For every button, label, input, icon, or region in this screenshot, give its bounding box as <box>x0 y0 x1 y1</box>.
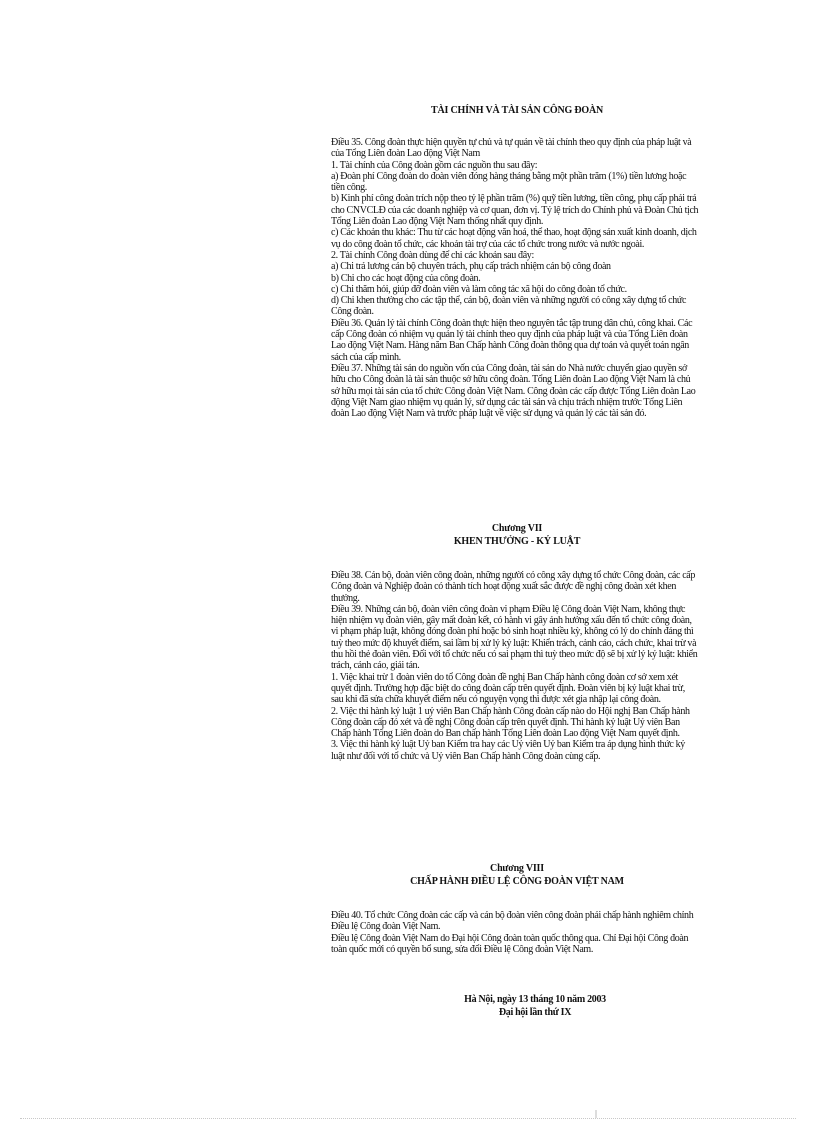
chapter-8-number: Chương VIII <box>490 863 544 874</box>
charter-amendment-note: Điều lệ Công đoàn Việt Nam do Đại hội Công đoàn toàn quốc thông qua. Chỉ Đại hội Công đoàn toàn quốc mới có quyền bổ sung, sửa đổi Điều lệ Công đoàn Việt Nam. <box>331 932 689 955</box>
section-title: TÀI CHÍNH VÀ TÀI SẢN CÔNG ĐOÀN <box>431 105 603 116</box>
article-37: Điều 37. Những tài sản do nguồn vốn của Công đoàn, tài sản do Nhà nước chuyển giao quyền sở hữu cho Công đoàn là tài sản thuộc sở hữu công đoàn. Tổng Liên đoàn Lao động Việt Nam là chủ sở hữu mọi tài sản của tổ chức Công đoàn Việt Nam. Công đoàn các cấp được Tổng Liên đoàn Lao động Việt Nam giao nhiệm vụ quản lý, sử dụng các tài sản và chịu trách nhiệm trước Tổng Liên đoàn Lao động Việt Nam và trước pháp luật về việc sử dụng và quản lý các tài sản đó. <box>331 362 696 420</box>
article-35-item-2b: b) Chi cho các hoạt động của công đoàn. <box>331 272 481 284</box>
article-35-clause-2: 2. Tài chính Công đoàn dùng để chi các khoản sau đây: <box>331 249 534 261</box>
article-39-clause-3: 3. Việc thi hành kỷ luật Uỷ ban Kiểm tra hay các Uỷ viên Uỷ ban Kiểm tra áp dụng hình thức kỷ luật như đối với tổ chức và Uỷ viên Ban Chấp hành Công đoàn cùng cấp. <box>331 739 685 762</box>
chapter-7-title: KHEN THƯỞNG - KỶ LUẬT <box>453 536 581 547</box>
article-35-item-2c: c) Chi thăm hỏi, giúp đỡ đoàn viên và làm công tác xã hội do công đoàn tổ chức. <box>331 283 627 295</box>
article-35-item-1c: c) Các khoản thu khác: Thu từ các hoạt động văn hoá, thể thao, hoạt động sản xuất kinh doanh, dịch vụ do công đoàn tổ chức, các khoản tài trợ của các tổ chức trong nước và nước ngoài. <box>331 227 697 250</box>
discipline-articles <box>331 570 699 762</box>
compliance-articles <box>331 910 699 955</box>
article-40: Điều 40. Tổ chức Công đoàn các cấp và cán bộ đoàn viên công đoàn phải chấp hành nghiêm chỉnh Điều lệ Công đoàn Việt Nam. <box>331 910 694 933</box>
article-35-item-1b: b) Kinh phí công đoàn trích nộp theo tỷ lệ phần trăm (%) quỹ tiền lương, tiền công, phụ cấp phải trả cho CNVCLĐ của các doanh nghiệp và cơ quan, đơn vị. Tỷ lệ trích do Chính phủ và Đoàn Chủ tịch Tổng Liên đoàn Lao động Việt Nam thống nhất quy định. <box>331 193 699 228</box>
chapter-7-number: Chương VII <box>491 523 543 534</box>
signature-place-date: Hà Nội, ngày 13 tháng 10 năm 2003 <box>464 994 606 1005</box>
article-35-item-2d: d) Chi khen thưởng cho các tập thể, cán bộ, đoàn viên và những người có công xây dựng tổ chức Công đoàn. <box>331 295 687 318</box>
article-39-clause-2: 2. Việc thi hành kỷ luật 1 uỷ viên Ban Chấp hành Công đoàn cấp nào do Hội nghị Ban Chấp hành Công đoàn cấp đó xét và đề nghị Công đoàn cấp trên quyết định. Thi hành kỷ luật Uỷ viên Ban Chấp hành Tổng Liên đoàn do Ban chấp hành Tổng Liên đoàn Lao động Việt Nam quyết định. <box>331 705 690 740</box>
chapter-8-heading <box>331 862 703 888</box>
article-35: Điều 35. Công đoàn thực hiện quyền tự chủ và tự quản về tài chính theo quy định của pháp luật và của Tổng Liên đoàn Lao động Việt Nam <box>331 137 692 160</box>
article-35-item-2a: a) Chi trả lương cán bộ chuyên trách, phụ cấp trách nhiệm cán bộ công đoàn <box>331 261 611 273</box>
page-marker-icon <box>592 1110 600 1118</box>
article-39-clause-1: 1. Việc khai trừ 1 đoàn viên do tổ Công đoàn đề nghị Ban Chấp hành công đoàn cơ sở xem xét quyết định. Trường hợp đặc biệt do công đoàn cấp trên quyết định. Đoàn viên bị kỷ luật khai trừ, sau khi đã sửa chữa khuyết điểm nếu có nguyện vọng thì được xét gia nhập lại công đoàn. <box>331 671 685 706</box>
article-35-item-1a: a) Đoàn phí Công đoàn do đoàn viên đóng hàng tháng bằng một phần trăm (1%) tiền lương hoặc tiền công. <box>331 170 687 194</box>
finance-articles <box>331 137 699 419</box>
chapter-8-title: CHẤP HÀNH ĐIỀU LỆ CÔNG ĐOÀN VIỆT NAM <box>410 876 624 887</box>
signature-block <box>440 993 630 1019</box>
chapter-7-heading <box>331 522 703 548</box>
article-35-clause-1: 1. Tài chính của Công đoàn gồm các nguồn thu sau đây: <box>331 159 538 171</box>
article-38: Điều 38. Cán bộ, đoàn viên công đoàn, những người có công xây dựng tổ chức Công đoàn, các cấp Công đoàn và Nghiệp đoàn có thành tích hoạt động xuất sắc được đề nghị công đoàn xét khen thưởng. <box>331 570 696 604</box>
article-36: Điều 36. Quản lý tài chính Công đoàn thực hiện theo nguyên tắc tập trung dân chủ, công khai. Các cấp Công đoàn có nhiệm vụ quản lý tài chính theo quy định của pháp luật và của Tổng Liên đoàn Lao động Việt Nam. Hàng năm Ban Chấp hành Công đoàn thông qua dự toán và quyết toán ngân sách của cấp mình. <box>331 317 693 363</box>
article-39: Điều 39. Những cán bộ, đoàn viên công đoàn vi phạm Điều lệ Công đoàn Việt Nam, không thực hiện nhiệm vụ đoàn viên, gây mất đoàn kết, có hành vi gây ảnh hưởng xấu đến tổ chức công đoàn, vi phạm pháp luật, không đóng đoàn phí hoặc bỏ sinh hoạt nhiều kỳ, không có lý do chính đáng thì tuỳ theo mức độ khuyết điểm, sai lầm bị xử lý kỷ luật: Khiển trách, cảnh cáo, cách chức, khai trừ và thu hồi thẻ đoàn viên. Đối với tổ chức nếu có sai phạm thì tuỳ theo mức độ sẽ bị xử lý kỷ luật: khiển trách, cảnh cáo, giải tán. <box>331 603 698 672</box>
page-bottom-divider <box>20 1118 796 1119</box>
signature-congress: Đại hội lần thứ IX <box>498 1007 572 1018</box>
